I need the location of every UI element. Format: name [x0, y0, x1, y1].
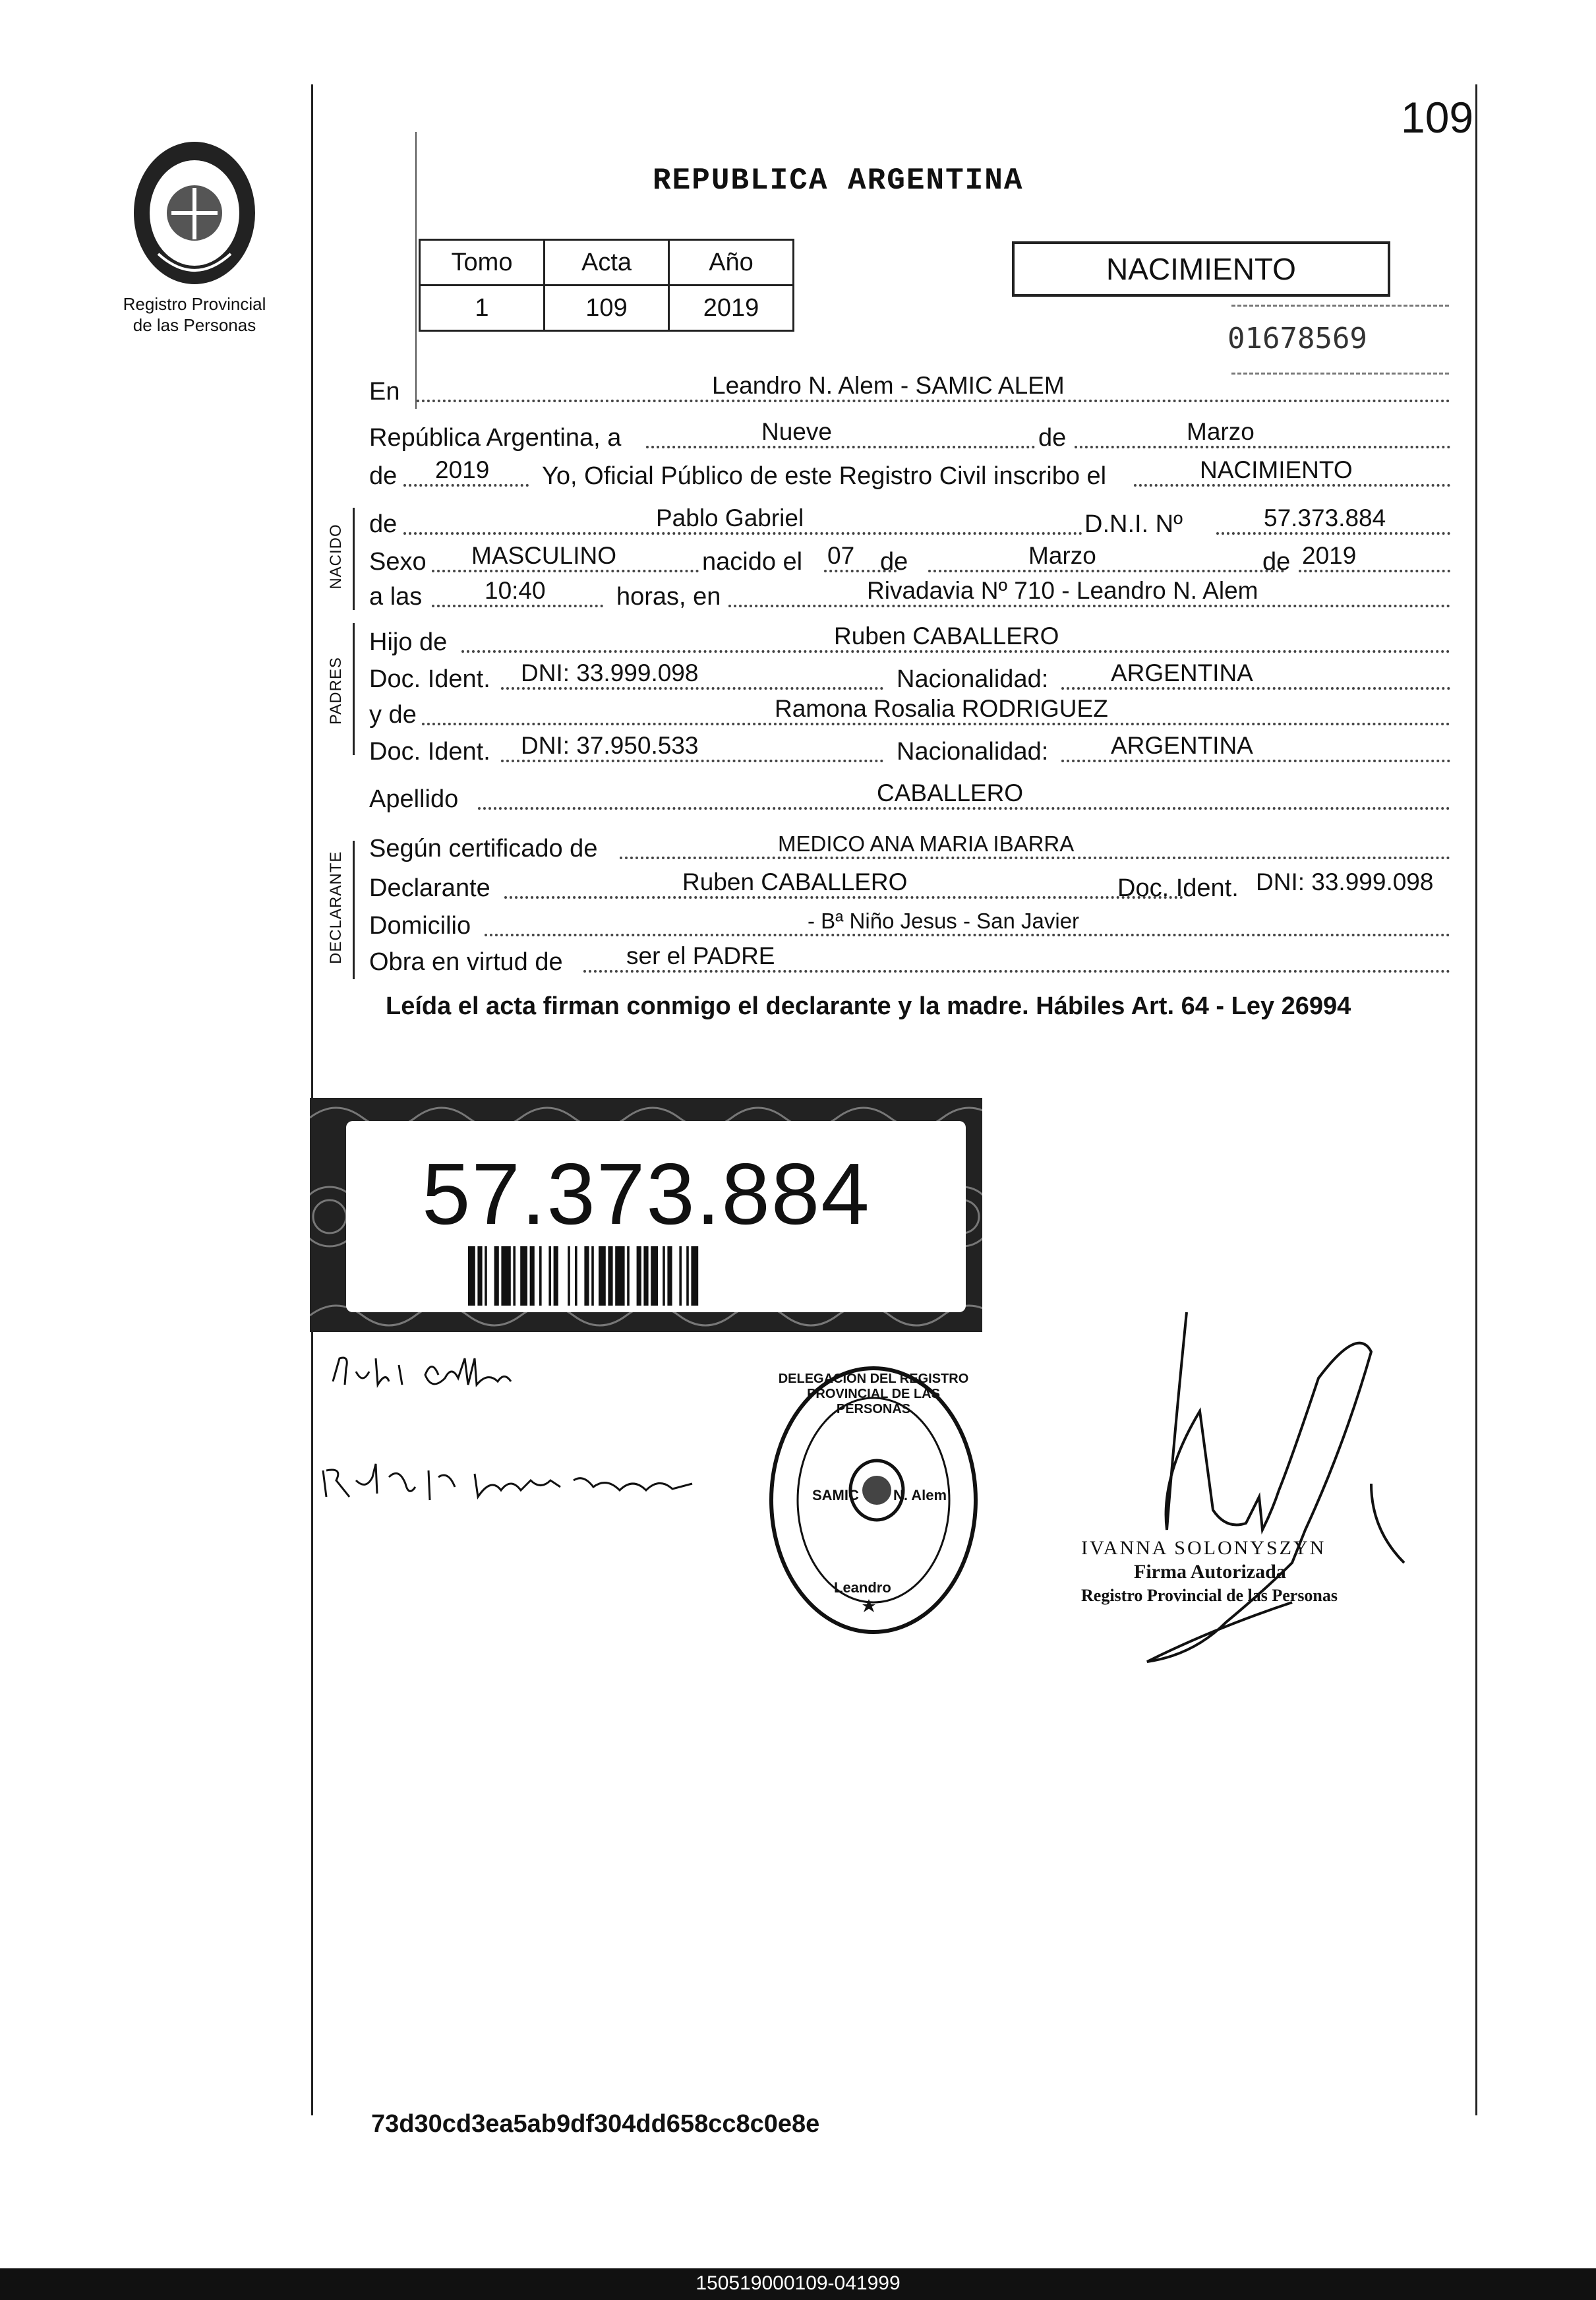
row-hijo-de [369, 622, 1450, 659]
value-apellido: CABALLERO [877, 779, 1024, 806]
dots [422, 723, 1450, 725]
dots [1061, 687, 1450, 690]
barcode-bar [591, 1246, 594, 1306]
value-domicilio: - Bª Niño Jesus - San Javier [808, 909, 1080, 933]
label-de-year: de [369, 462, 398, 490]
row-hora-lugar [369, 577, 1450, 614]
dots [1134, 484, 1450, 487]
barcode-bar [663, 1246, 665, 1306]
dots [1075, 446, 1450, 448]
dots [478, 807, 1450, 810]
barcode-bar [686, 1246, 689, 1306]
barcode-bar [643, 1246, 648, 1306]
label-domicilio: Domicilio [369, 912, 471, 940]
table-cell-acta: 109 [545, 286, 669, 331]
label-en: En [369, 378, 400, 406]
label-decl-doc: Doc. Ident. [1117, 874, 1239, 902]
value-nombre: Pablo Gabriel [656, 504, 804, 531]
dots [646, 446, 1035, 448]
barcode-bar [477, 1246, 482, 1306]
dots [501, 687, 883, 690]
dots [1299, 570, 1450, 572]
barcode-bar [539, 1246, 542, 1306]
side-label-nacido: NACIDO [327, 524, 345, 590]
table-cell-tomo: 1 [420, 286, 545, 331]
label-obra: Obra en virtud de [369, 948, 563, 976]
value-hora: 10:40 [485, 577, 546, 604]
label-nacionalidad-madre: Nacionalidad: [897, 738, 1049, 766]
mother-signature [316, 1451, 725, 1510]
dots [1216, 532, 1450, 535]
value-madre-nac: ARGENTINA [1111, 732, 1253, 759]
barcode-bar [615, 1246, 624, 1306]
label-nacido-el: nacido el [702, 548, 803, 576]
value-nacido-mes: Marzo [1028, 542, 1096, 569]
barcode-bar [530, 1246, 535, 1306]
value-lugar: Rivadavia Nº 710 - Leandro N. Alem [867, 577, 1258, 604]
barcode-bar [667, 1246, 672, 1306]
dni-stamp-number: 57.373.884 [422, 1145, 871, 1242]
provincial-registry-logo [119, 135, 270, 293]
value-segun: MEDICO ANA MARIA IBARRA [778, 832, 1075, 856]
barcode-bar [520, 1246, 527, 1306]
value-dni: 57.373.884 [1264, 504, 1386, 531]
value-declarante: Ruben CABALLERO [682, 868, 908, 895]
dots [583, 970, 1450, 973]
inner-left-rule [415, 132, 417, 409]
value-year: 2019 [435, 456, 490, 483]
label-nacionalidad: Nacionalidad: [897, 665, 1049, 693]
seal-bottom-text: Leandro [834, 1579, 891, 1596]
barcode-bar [468, 1246, 475, 1306]
official-block [1081, 1536, 1384, 1608]
barcode-bar [599, 1246, 606, 1306]
barcode [468, 1246, 837, 1306]
dots [417, 400, 1450, 402]
barcode-bar [494, 1246, 499, 1306]
barcode-bar [651, 1246, 658, 1306]
row-nombre [369, 504, 1450, 541]
value-padre-nac: ARGENTINA [1111, 659, 1253, 686]
document-title: REPUBLICA ARGENTINA [653, 164, 1024, 198]
barcode-bar [608, 1246, 612, 1306]
seal-inner-right: N. Alem [893, 1487, 947, 1503]
page-number: 109 [1401, 93, 1474, 142]
value-decl-doc: DNI: 33.999.098 [1256, 868, 1434, 895]
row-domicilio [369, 911, 1450, 943]
document-hash: 73d30cd3ea5ab9df304dd658cc8c0e8e [371, 2110, 820, 2138]
value-nacido-dia: 07 [827, 542, 855, 569]
label-hijo-de: Hijo de [369, 628, 448, 656]
label-segun: Según certificado de [369, 835, 598, 862]
dots [403, 532, 1082, 535]
value-en: Leandro N. Alem - SAMIC ALEM [712, 372, 1065, 399]
row-apellido [369, 779, 1450, 816]
value-madre-doc: DNI: 37.950.533 [521, 732, 699, 759]
serial-number: 01678569 [1227, 322, 1367, 355]
barcode-bar [568, 1246, 570, 1306]
right-margin-rule [1475, 84, 1477, 2115]
value-padre-doc: DNI: 33.999.098 [521, 659, 699, 686]
dots [432, 570, 699, 572]
row-segun [369, 834, 1450, 866]
value-obra: ser el PADRE [626, 942, 775, 969]
footer-code: 150519000109-041999 [695, 2272, 901, 2294]
side-label-padres: PADRES [327, 657, 345, 725]
value-day: Nueve [761, 418, 832, 445]
value-sexo: MASCULINO [471, 542, 616, 569]
row-y-de [369, 695, 1450, 732]
side-label-declarante: DECLARANTE [327, 851, 345, 964]
barcode-bar [485, 1246, 487, 1306]
row-republica [369, 418, 1450, 455]
padres-bracket [353, 623, 355, 755]
declarante-bracket [353, 841, 355, 979]
official-name: IVANNA SOLONYSZYN [1081, 1537, 1326, 1559]
dots [620, 857, 1450, 859]
table-header-anio: Año [669, 240, 794, 286]
barcode-bar [584, 1246, 589, 1306]
row-declarante [369, 868, 1450, 905]
record-type-box: NACIMIENTO [1012, 241, 1390, 297]
label-sexo: Sexo [369, 548, 427, 576]
value-inscribo: NACIMIENTO [1200, 456, 1353, 483]
label-a-las: a las [369, 583, 423, 611]
dots [403, 484, 529, 487]
value-madre: Ramona Rosalia RODRIGUEZ [775, 695, 1108, 722]
barcode-bar [637, 1246, 641, 1306]
label-apellido: Apellido [369, 785, 459, 813]
label-nombre-de: de [369, 510, 398, 538]
barcode-bar [548, 1246, 551, 1306]
dots [461, 650, 1450, 653]
dots [485, 934, 1450, 936]
value-month: Marzo [1187, 418, 1255, 445]
label-y-de: y de [369, 701, 417, 729]
row-madre-doc [369, 732, 1450, 769]
barcode-bar [575, 1246, 577, 1306]
dots [928, 570, 1284, 572]
barcode-bar [627, 1246, 630, 1306]
label-nacido-de2: de [1262, 548, 1291, 576]
label-doc-ident: Doc. Ident. [369, 665, 490, 693]
barcode-bar [679, 1246, 682, 1306]
label-horas-en: horas, en [616, 583, 721, 611]
row-padre-doc [369, 659, 1450, 696]
value-padre: Ruben CABALLERO [834, 622, 1059, 650]
record-table [419, 239, 794, 332]
row-inscribo [369, 456, 1450, 493]
barcode-bar [513, 1246, 516, 1306]
seal-ring-text: DELEGACION DEL REGISTRO PROVINCIAL DE LAS PERSONAS [778, 1372, 969, 1416]
row-sexo [369, 542, 1450, 579]
barcode-bar [554, 1246, 558, 1306]
dots [432, 605, 603, 607]
label-nacido-de: de [880, 548, 908, 576]
father-signature [326, 1345, 590, 1398]
dots [1061, 760, 1450, 762]
label-dni: D.N.I. Nº [1084, 510, 1183, 538]
label-de: de [1038, 424, 1067, 452]
barcode-bar [501, 1246, 510, 1306]
label-yo: Yo, Oficial Público de este Registro Civil inscribo el [542, 462, 1107, 490]
barcode-bar [691, 1246, 698, 1306]
official-signature [949, 1312, 1411, 1668]
label-doc-ident-madre: Doc. Ident. [369, 738, 490, 766]
label-declarante: Declarante [369, 874, 490, 902]
table-header-acta: Acta [545, 240, 669, 286]
dots [501, 760, 883, 762]
logo-caption: Registro Provincial de las Personas [123, 294, 266, 335]
dots [504, 896, 1183, 899]
dots [728, 605, 1450, 607]
label-republica: República Argentina, a [369, 424, 622, 452]
official-title: Firma Autorizada [1134, 1561, 1286, 1583]
row-obra [369, 942, 1450, 979]
table-cell-anio: 2019 [669, 286, 794, 331]
nacido-bracket [353, 508, 355, 610]
row-en [369, 372, 1450, 409]
closing-text: Leída el acta firman conmigo el declarante y la madre. Hábiles Art. 64 - Ley 26994 [386, 992, 1351, 1020]
value-nacido-anio: 2019 [1302, 542, 1357, 569]
seal-inner-left: SAMIC [812, 1487, 859, 1503]
table-header-tomo: Tomo [420, 240, 545, 286]
official-registry: Registro Provincial de las Personas [1081, 1586, 1338, 1605]
